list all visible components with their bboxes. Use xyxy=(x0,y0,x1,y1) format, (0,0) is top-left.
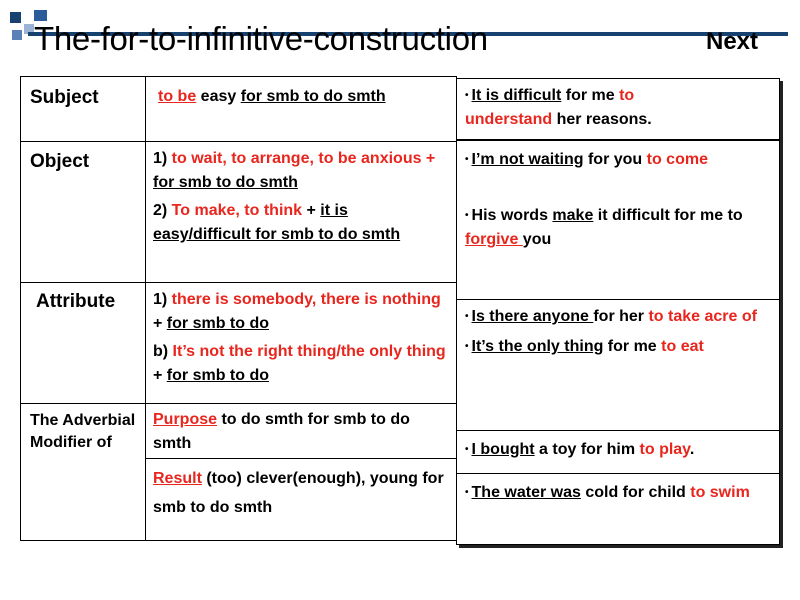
decor-square-1 xyxy=(10,12,21,23)
attribute-rule-1-words: there is somebody, there is nothing xyxy=(171,291,441,308)
adverbial-purpose-cell xyxy=(145,403,457,459)
page-title: The-for-to-infinitive-construction xyxy=(34,20,488,57)
next-link[interactable]: Next xyxy=(706,28,759,55)
subject-rule-for-smb: for smb to do smth xyxy=(240,88,386,105)
object-label-cell xyxy=(20,141,146,283)
adverbial-purpose-example-b: a toy for him xyxy=(534,441,640,459)
object-rule-1 xyxy=(153,147,450,195)
object-example-2-a: His words xyxy=(471,207,553,225)
object-example-2-d: forgive xyxy=(465,231,523,249)
subject-rule-to-be: to be xyxy=(158,88,197,105)
object-rule-2 xyxy=(153,199,450,247)
object-example-1 xyxy=(465,148,779,172)
subject-example xyxy=(465,84,779,132)
adverbial-purpose-example-d: . xyxy=(689,441,695,459)
subject-rule-cell xyxy=(145,76,457,142)
adverbial-result-example-a: The water was xyxy=(471,484,581,502)
attribute-example-1-b: for her xyxy=(593,308,649,326)
adverbial-result-example xyxy=(465,481,779,505)
adverbial-purpose-pattern: to do smth for smb to do smth xyxy=(153,411,410,452)
subject-example-cell xyxy=(456,78,780,140)
attribute-example-2-b: for me xyxy=(603,338,662,356)
attribute-example-1-c: to take acre of xyxy=(648,308,757,326)
bullet-icon: • xyxy=(465,444,469,455)
attribute-rule-2-words: It’s not the right thing/the only thing xyxy=(172,343,446,360)
attribute-example-cell xyxy=(456,299,780,431)
attribute-label: Attribute xyxy=(36,291,116,312)
bullet-icon: • xyxy=(465,311,469,322)
attribute-rule-2-num: b) xyxy=(153,343,173,360)
object-rule-2-num: 2) xyxy=(153,202,172,219)
subject-rule-easy: easy xyxy=(196,88,241,105)
object-rule-1-pattern: for smb to do smth xyxy=(153,174,298,191)
attribute-rule-1 xyxy=(153,288,450,336)
adverbial-purpose-label: Purpose xyxy=(153,411,218,428)
object-example-2 xyxy=(465,204,779,252)
object-rule-1-num: 1) xyxy=(153,150,172,167)
attribute-rule-cell xyxy=(145,282,457,404)
adverbial-label: The Adverbial Modifier of xyxy=(30,412,136,451)
attribute-example-2 xyxy=(465,335,779,359)
attribute-rule-1-num: 1) xyxy=(153,291,172,308)
adverbial-result-cell xyxy=(145,458,457,541)
attribute-example-1 xyxy=(465,305,779,329)
attribute-rule-1-pattern: for smb to do xyxy=(166,315,270,332)
attribute-example-1-a: Is there anyone xyxy=(471,308,594,326)
attribute-label-cell xyxy=(20,282,146,404)
subject-label-cell xyxy=(20,76,146,142)
object-rule-1-verbs: to wait, to arrange, to be anxious + xyxy=(171,150,436,167)
adverbial-result-label: Result xyxy=(153,470,202,487)
object-example-cell xyxy=(456,140,780,300)
adverbial-result-example-cell xyxy=(456,473,780,545)
object-rule-2-pattern: it is easy/difficult for smb to do smth xyxy=(153,202,401,243)
bullet-icon: • xyxy=(465,90,469,101)
object-label: Object xyxy=(30,151,90,172)
bullet-icon: • xyxy=(465,210,469,222)
attribute-example-2-c: to eat xyxy=(661,338,704,356)
object-example-2-b: make xyxy=(552,207,594,225)
adverbial-purpose-example xyxy=(465,438,779,462)
object-example-2-c: it difficult for me to xyxy=(593,207,743,225)
attribute-rule-2-plus: + xyxy=(153,367,167,384)
subject-example-d: understand xyxy=(465,111,553,129)
adverbial-label-cell xyxy=(20,403,146,541)
object-example-1-b: for you xyxy=(583,151,647,169)
object-rule-cell xyxy=(145,141,457,283)
adverbial-result-pattern: (too) clever(enough), young for smb to do smth xyxy=(153,470,444,516)
bullet-icon: • xyxy=(465,487,469,498)
object-rule-2-plus: + xyxy=(302,202,321,219)
attribute-example-2-a: It’s the only thing xyxy=(471,338,604,356)
adverbial-result-example-b: cold for child xyxy=(580,484,691,502)
subject-example-c: to xyxy=(619,87,635,105)
attribute-rule-2-pattern: for smb to do xyxy=(166,367,270,384)
subject-example-b: for me xyxy=(561,87,620,105)
bullet-icon: • xyxy=(465,341,469,353)
adverbial-purpose-example-c: to play xyxy=(639,441,690,459)
adverbial-purpose-example-a: I bought xyxy=(471,441,535,459)
object-example-2-e: you xyxy=(522,231,552,249)
adverbial-purpose-example-cell xyxy=(456,430,780,474)
object-rule-2-verbs: To make, to think xyxy=(171,202,303,219)
adverbial-result-example-c: to swim xyxy=(690,484,750,502)
object-example-1-a: I’m not waiting xyxy=(471,151,584,169)
attribute-rule-1-plus: + xyxy=(153,315,167,332)
decor-square-4 xyxy=(12,30,22,40)
subject-example-a: It is difficult xyxy=(471,87,562,105)
bullet-icon: • xyxy=(465,154,469,165)
subject-example-e: her reasons. xyxy=(552,111,652,129)
object-example-1-c: to come xyxy=(646,151,708,169)
subject-label: Subject xyxy=(30,87,99,108)
attribute-rule-2 xyxy=(153,340,450,388)
